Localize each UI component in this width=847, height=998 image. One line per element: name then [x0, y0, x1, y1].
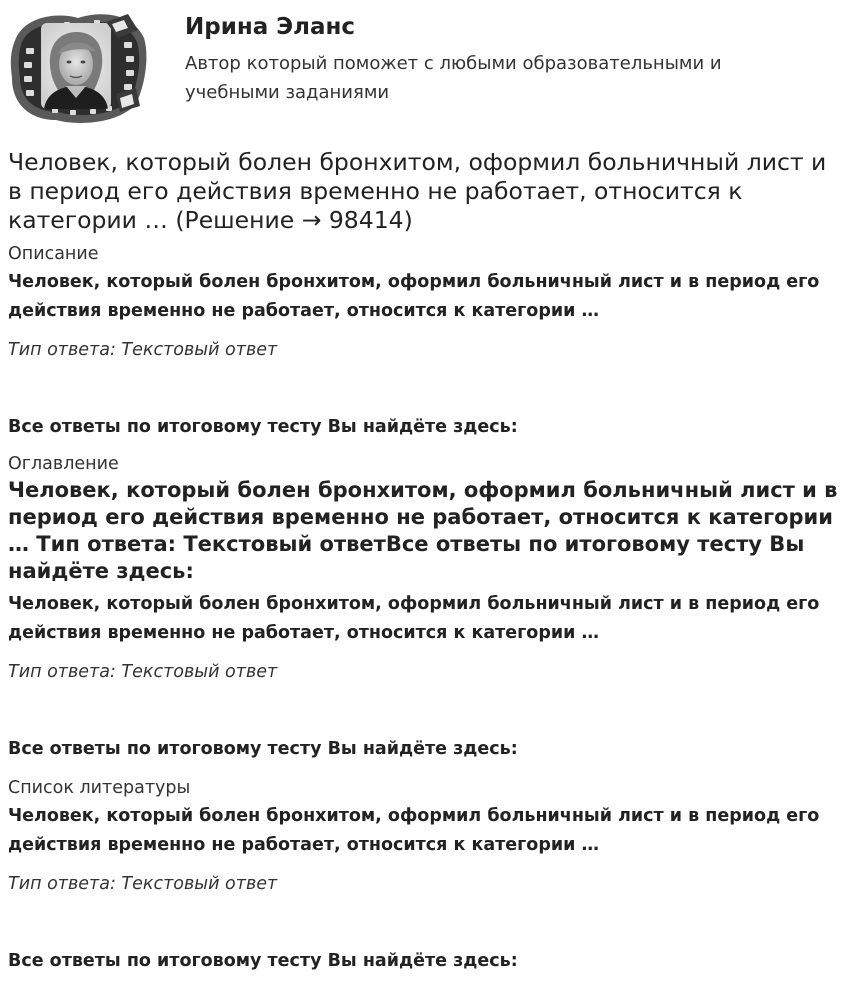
author-photo: [41, 23, 111, 109]
toc-section: [8, 453, 839, 760]
description-section: [8, 243, 839, 438]
task-content: [8, 148, 839, 972]
literature-label: Список литературы: [8, 778, 191, 798]
description-all-answers[interactable]: Все ответы по итоговому тесту Вы найдёте здесь:: [8, 417, 518, 437]
literature-answer-type: Тип ответа: Текстовый ответ: [8, 874, 278, 894]
toc-text: Человек, который болен бронхитом, оформил больничный лист и в период его действия временно не работает, относится к категории …: [8, 594, 820, 643]
description-text: Человек, который болен бронхитом, оформил больничный лист и в период его действия временно не работает, относится к категории …: [8, 272, 820, 321]
author-card: [8, 8, 839, 128]
literature-text: Человек, который болен бронхитом, оформил больничный лист и в период его действия временно не работает, относится к категории …: [8, 806, 820, 855]
author-name[interactable]: Ирина Эланс: [185, 14, 356, 40]
toc-label: Оглавление: [8, 454, 119, 474]
author-description: Автор который поможет с любыми образовательными и учебными заданиями: [185, 53, 722, 103]
literature-all-answers[interactable]: Все ответы по итоговому тесту Вы найдёте здесь:: [8, 951, 518, 971]
toc-all-answers[interactable]: Все ответы по итоговому тесту Вы найдёте здесь:: [8, 739, 518, 759]
literature-section: [8, 777, 839, 972]
toc-heading: Человек, который болен бронхитом, оформил больничный лист и в период его действия временно не работает, относится к категории … Тип ответа: Текстовый ответВсе ответы по итоговому тесту Вы найдёте здесь:: [8, 478, 838, 583]
description-answer-type: Тип ответа: Текстовый ответ: [8, 340, 278, 360]
task-title: Человек, который болен бронхитом, оформил больничный лист и в период его действия временно не работает, относится к категории … (Решение → 98414): [8, 148, 827, 234]
description-label: Описание: [8, 244, 99, 264]
toc-answer-type: Тип ответа: Текстовый ответ: [8, 662, 278, 682]
author-avatar: [8, 8, 150, 126]
